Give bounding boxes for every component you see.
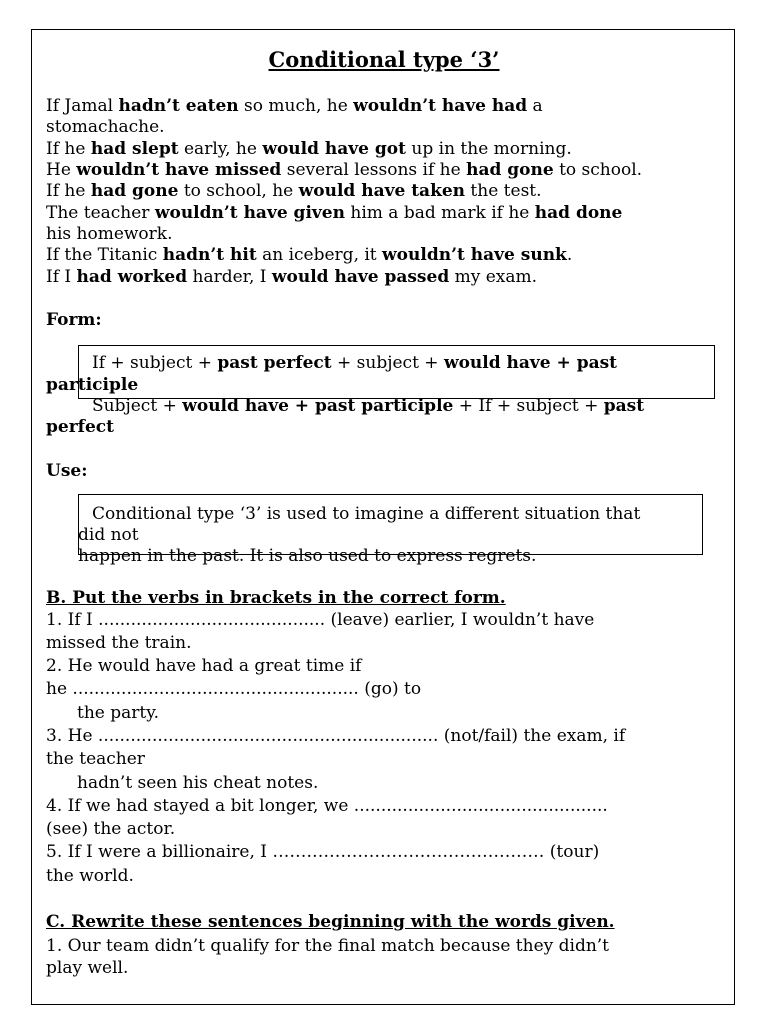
example-line [46, 181, 542, 202]
page-title: Conditional type ‘3’ [268, 47, 500, 72]
bold-text: had gone [466, 160, 554, 180]
exercise-line: (see) the actor. [46, 819, 176, 839]
text-segment: If he [46, 181, 91, 201]
exercise-line: the world. [46, 866, 134, 886]
bold-text: past perfect [217, 353, 332, 373]
text-segment: If I [46, 267, 77, 287]
exercise-line: 3. He ............................................................... (not/fail) the exam, if [46, 726, 626, 746]
text-segment: The teacher [46, 203, 155, 223]
text-segment: a [527, 96, 543, 116]
text-segment: If the Titanic [46, 245, 163, 265]
bold-text: had done [534, 203, 623, 223]
bold-text: wouldn’t have missed [76, 160, 282, 180]
text-segment: harder, I [187, 267, 272, 287]
bold-text: past [603, 396, 645, 416]
bold-text: hadn’t hit [162, 245, 257, 265]
text-segment: him a bad mark if he [344, 203, 535, 223]
bold-text: would have passed [271, 267, 450, 287]
example-line [46, 160, 642, 181]
form-heading: Form: [46, 310, 102, 330]
bold-text: would have + past [443, 353, 618, 373]
exercise-line: the party. [77, 703, 159, 723]
example-line [46, 224, 173, 245]
text-segment: If he [46, 139, 91, 159]
text-segment: Subject + [92, 396, 183, 416]
text-segment: + subject + [331, 353, 444, 373]
text-segment: early, he [178, 139, 263, 159]
text-segment: to school. [553, 160, 643, 180]
bold-text: would have + past participle [182, 396, 454, 416]
example-line [46, 139, 572, 160]
text-segment: his homework. [46, 224, 173, 244]
text-segment: He [46, 160, 77, 180]
text-segment: my exam. [449, 267, 538, 287]
text-segment: several lessons if he [281, 160, 467, 180]
exercise-line: hadn’t seen his cheat notes. [77, 773, 319, 793]
exercise-b-heading: B. Put the verbs in brackets in the correct form. [46, 588, 506, 608]
bold-text: would have got [262, 139, 406, 159]
exercise-line: 5. If I were a billionaire, I ………………………………………… (tour) [46, 842, 600, 862]
form-line [92, 353, 617, 374]
text-segment: + If + subject + [453, 396, 604, 416]
example-line [46, 203, 622, 224]
text-segment: up in the morning. [406, 139, 572, 159]
use-line: did not [78, 525, 139, 545]
bold-text: wouldn’t have sunk [382, 245, 567, 265]
use-line: Conditional type ‘3’ is used to imagine a different situation that [92, 504, 641, 524]
use-line: happen in the past. It is also used to express regrets. [78, 546, 537, 566]
bold-text: had slept [90, 139, 179, 159]
exercise-line: 1. If I .......................................... (leave) earlier, I wouldn’t have [46, 610, 595, 630]
exercise-line: play well. [46, 958, 129, 978]
exercise-c-heading: C. Rewrite these sentences beginning with the words given. [46, 912, 615, 932]
text-segment: If Jamal [46, 96, 119, 116]
exercise-line: he ..................................................... (go) to [46, 679, 422, 699]
form-line [46, 417, 114, 438]
bold-text: wouldn’t have given [154, 203, 345, 223]
text-segment: If + subject + [92, 353, 218, 373]
example-line [46, 96, 543, 117]
bold-text: hadn’t eaten [118, 96, 239, 116]
exercise-line: the teacher [46, 749, 145, 769]
example-line [46, 117, 165, 138]
text-segment: the test. [465, 181, 542, 201]
bold-text: had worked [76, 267, 188, 287]
bold-text: had gone [90, 181, 179, 201]
exercise-line: 4. If we had stayed a bit longer, we ............................................... [46, 796, 608, 816]
exercise-line: 1. Our team didn’t qualify for the final match because they didn’t [46, 936, 610, 956]
text-segment: an iceberg, it [256, 245, 383, 265]
form-line [92, 396, 644, 417]
text-segment: to school, he [178, 181, 299, 201]
text-segment: . [566, 245, 573, 265]
bold-text: participle [46, 375, 139, 395]
text-segment: so much, he [238, 96, 354, 116]
bold-text: wouldn’t have had [353, 96, 528, 116]
example-line [46, 245, 572, 266]
exercise-line: missed the train. [46, 633, 192, 653]
use-heading: Use: [46, 461, 88, 481]
bold-text: perfect [46, 417, 114, 437]
text-segment: stomachache. [46, 117, 165, 137]
form-line [46, 375, 138, 396]
example-line [46, 267, 537, 288]
exercise-line: 2. He would have had a great time if [46, 656, 362, 676]
bold-text: would have taken [298, 181, 466, 201]
